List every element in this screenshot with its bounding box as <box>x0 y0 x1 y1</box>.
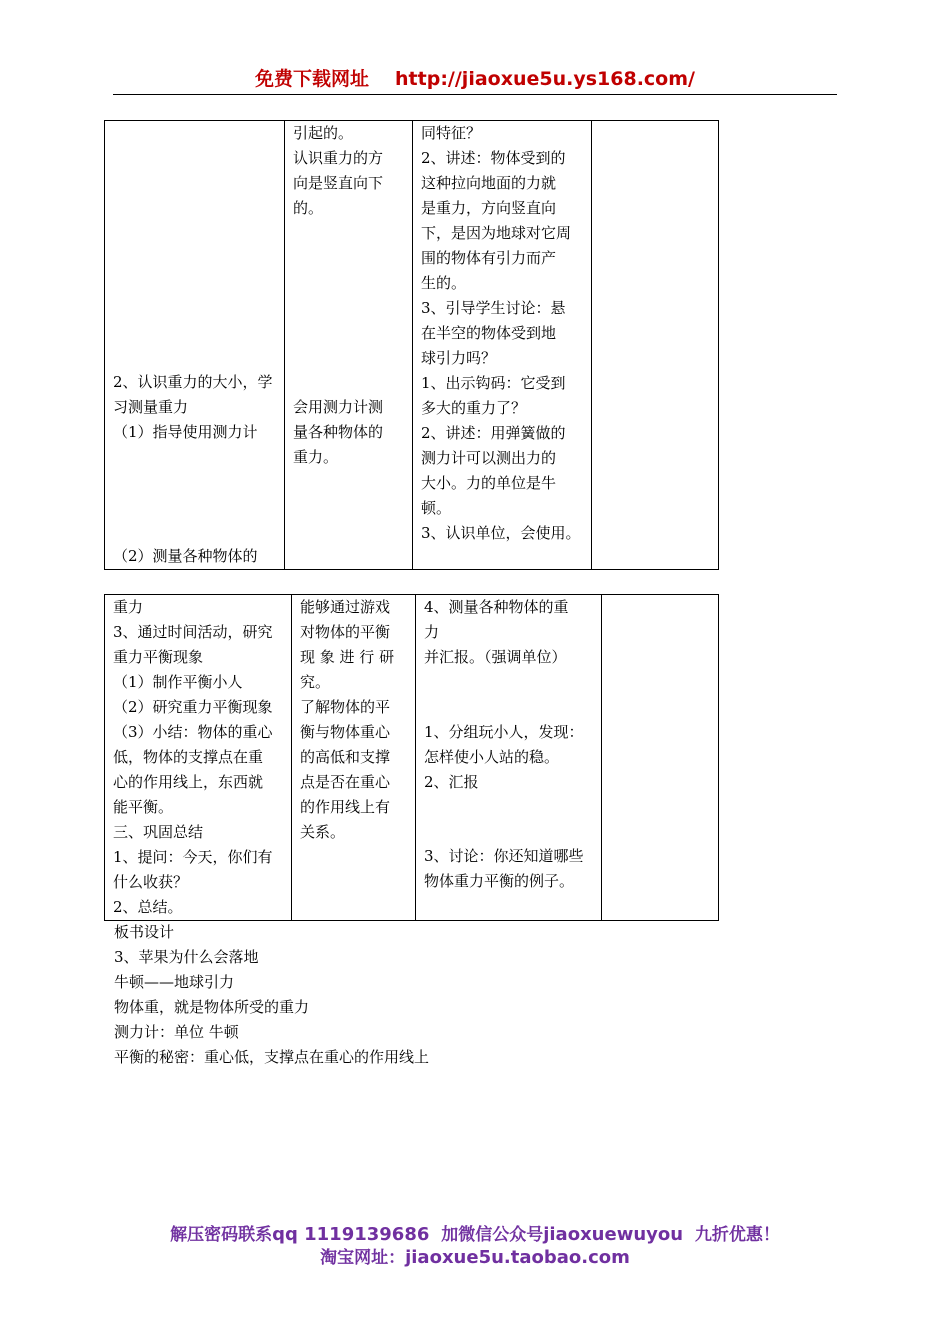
footer-line-1 <box>0 1220 950 1245</box>
text-line: 衡与物体重心 <box>300 723 391 741</box>
board-line: 平衡的秘密：重心低，支撑点在重心的作用线上 <box>114 1048 430 1066</box>
text-line: 现 象 进 行 研 <box>300 648 395 666</box>
text-line: 3、引导学生讨论：悬 <box>421 299 566 317</box>
board-line: 物体重，就是物体所受的重力 <box>114 998 310 1016</box>
text-line: （2）研究重力平衡现象 <box>113 698 273 716</box>
text-line: 2、汇报 <box>424 773 479 791</box>
text-line: （1）指导使用测力计 <box>113 423 258 441</box>
text-line: 重力。 <box>293 448 339 466</box>
footer-taobao-link[interactable]: jiaoxue5u.taobao.com <box>405 1247 630 1268</box>
table2-col3-block-a <box>424 595 569 670</box>
table1-col1-bottom: （2）测量各种物体的 <box>113 547 258 565</box>
text-line: 1、出示钩码：它受到 <box>421 374 566 392</box>
footer-wechat: jiaoxuewuyou <box>543 1224 684 1245</box>
text-line: 了解物体的平 <box>300 698 391 716</box>
text-line: 什么收获？ <box>113 873 189 891</box>
text-line: 量各种物体的 <box>293 423 384 441</box>
table1-col2-mid <box>293 395 383 470</box>
header-title: 免费下载网址 <box>255 68 370 90</box>
text-line: 力 <box>424 623 440 641</box>
header-url-link[interactable]: http://jiaoxue5u.ys168.com/ <box>395 68 695 90</box>
table1-col1-cell <box>105 121 285 570</box>
text-line: 的。 <box>293 199 324 217</box>
text-line: 2、认识重力的大小，学 <box>113 373 273 391</box>
text-line: 在半空的物体受到地 <box>421 324 557 342</box>
footer-qq: qq 1119139686 <box>272 1224 430 1245</box>
table1-col2-cell <box>285 121 413 570</box>
text-line: 下，是因为地球对它周 <box>421 224 572 242</box>
text-line: 点是否在重心 <box>300 773 391 791</box>
text-line: 怎样使小人站的稳。 <box>424 748 560 766</box>
text-line: 对物体的平衡 <box>300 623 391 641</box>
text-line: 测力计可以测出力的 <box>421 449 557 467</box>
text-line: 物体重力平衡的例子。 <box>424 872 575 890</box>
text-line: 3、认识单位，会使用。 <box>421 524 581 542</box>
header-divider <box>113 94 837 95</box>
table1-col1-top <box>113 370 273 445</box>
text-line: 认识重力的方 <box>293 149 384 167</box>
footer-line-2 <box>0 1243 950 1268</box>
table2-col4-cell <box>602 595 719 921</box>
text-line: 向是竖直向下 <box>293 174 384 192</box>
footer-text: 九折优惠！ <box>694 1225 780 1245</box>
text-line: 习测量重力 <box>113 398 189 416</box>
text-line: 生的。 <box>421 274 467 292</box>
text-line: 3、讨论：你还知道哪些 <box>424 847 584 865</box>
board-line: 板书设计 <box>114 923 175 941</box>
page-header <box>0 64 950 91</box>
text-line: 能够通过游戏 <box>300 598 391 616</box>
text-line: 同特征？ <box>421 124 482 142</box>
table2-col3-block-c <box>424 844 584 894</box>
text-line: 并汇报。（强调单位） <box>424 648 567 666</box>
text-line: （1）制作平衡小人 <box>113 673 243 691</box>
text-line: 4、测量各种物体的重 <box>424 598 569 616</box>
board-line: 3、苹果为什么会落地 <box>114 948 259 966</box>
text-line: 围的物体有引力而产 <box>421 249 557 267</box>
table2-col1-cell <box>105 595 292 921</box>
text-line: 这种拉向地面的力就 <box>421 174 557 192</box>
footer-text: 解压密码联系 <box>170 1225 273 1245</box>
text-line: 3、通过时间活动，研究 <box>113 623 273 641</box>
table1-col4-cell <box>592 121 719 570</box>
text-line: 重力平衡现象 <box>113 648 204 666</box>
text-line: 1、分组玩小人，发现： <box>424 723 584 741</box>
text-line: 多大的重力了？ <box>421 399 527 417</box>
text-line: 是重力，方向竖直向 <box>421 199 557 217</box>
text-line: 球引力吗？ <box>421 349 497 367</box>
text-line: 三、巩固总结 <box>113 823 204 841</box>
text-line: 1、提问：今天，你们有 <box>113 848 273 866</box>
text-line: 的作用线上有 <box>300 798 391 816</box>
text-line: 顿。 <box>421 499 452 517</box>
text-line: 引起的。 <box>293 124 354 142</box>
lesson-table-1 <box>104 120 719 570</box>
text-line: 心的作用线上，东西就 <box>113 773 264 791</box>
text-line: （3）小结：物体的重心 <box>113 723 273 741</box>
text-line: 大小。力的单位是牛 <box>421 474 557 492</box>
table1-col3-cell <box>413 121 592 570</box>
text-line: 2、总结。 <box>113 898 183 916</box>
table2-col2-cell <box>292 595 416 921</box>
table2-col3-block-b <box>424 720 584 795</box>
table2-col3-cell <box>416 595 602 921</box>
text-line: 低，物体的支撑点在重 <box>113 748 264 766</box>
board-line: 牛顿——地球引力 <box>114 973 235 991</box>
footer-text: 淘宝网址： <box>320 1248 406 1268</box>
text-line: 关系。 <box>300 823 346 841</box>
text-line: 会用测力计测 <box>293 398 384 416</box>
board-line: 测力计：单位 牛顿 <box>114 1023 239 1041</box>
lesson-table-2 <box>104 594 719 921</box>
footer-text: 加微信公众号 <box>441 1225 544 1245</box>
text-line: 2、讲述：用弹簧做的 <box>421 424 566 442</box>
text-line: 2、讲述：物体受到的 <box>421 149 566 167</box>
text-line: 重力 <box>113 598 144 616</box>
text-line: 的高低和支撑 <box>300 748 391 766</box>
table1-col2-top <box>293 121 383 221</box>
text-line: 究。 <box>300 673 331 691</box>
board-design <box>114 920 429 1070</box>
text-line: 能平衡。 <box>113 798 174 816</box>
